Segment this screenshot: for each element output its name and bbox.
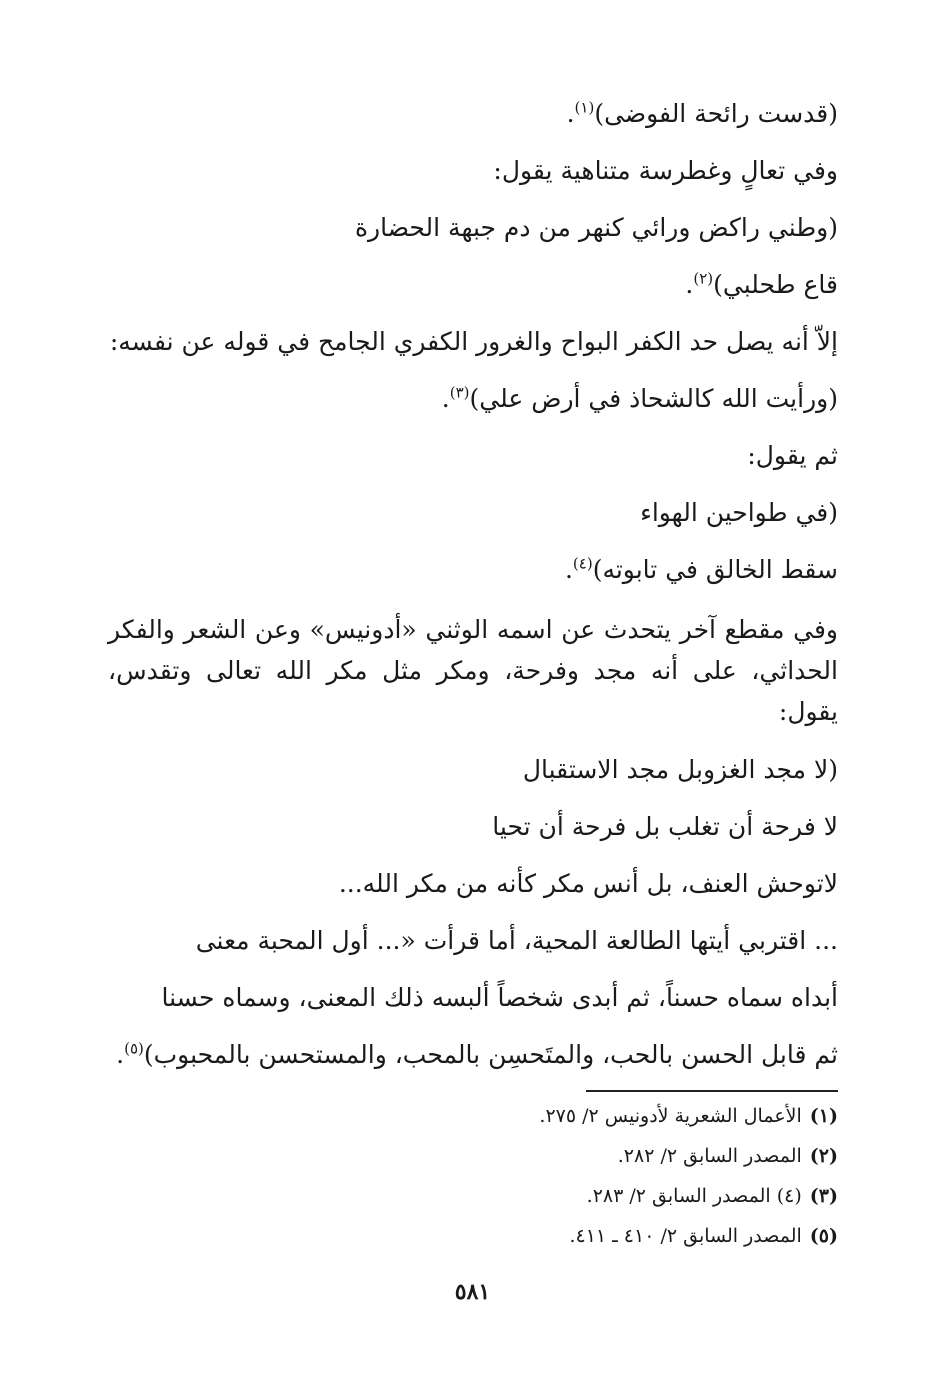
- footnote-text: المصدر السابق ٢/ ٢٨٢.: [617, 1145, 802, 1167]
- text-line: [108, 320, 838, 377]
- text-line: [108, 862, 838, 919]
- footnote-text: الأعمال الشعرية لأدونيس ٢/ ٢٧٥.: [539, 1105, 802, 1127]
- line-punctuation: .: [685, 270, 694, 299]
- text-line: [108, 491, 838, 548]
- line-text: (قدست رائحة الفوضى): [594, 99, 838, 128]
- line-text: قاع طحلبي): [713, 270, 838, 299]
- footnote-item: [238, 1223, 838, 1263]
- footnote-item: [238, 1103, 838, 1143]
- line-punctuation: .: [566, 99, 575, 128]
- footnotes: [238, 1103, 838, 1263]
- footnote-reference: (٥): [124, 1039, 144, 1058]
- line-text: ... اقتربي أيتها الطالعة المحية، أما قرأت «... أول المحبة معنى: [195, 926, 838, 955]
- paragraph-text: وفي مقطع آخر يتحدث عن اسمه الوثني «أدونيس» وعن الشعر والفكر الحداثي، على أنه مجد وفرحة، ومكر مثل مكر الله تعالى وتقدس، يقول:: [108, 615, 838, 726]
- line-text: (وطني راكض ورائي كنهر من دم جبهة الحضارة: [354, 213, 838, 242]
- text-line: [108, 206, 838, 263]
- page-number: ٥٨١: [454, 1279, 491, 1305]
- line-punctuation: .: [564, 555, 573, 584]
- footnote-number: (٥): [809, 1225, 838, 1247]
- main-text: [108, 92, 838, 1090]
- line-text: (ورأيت الله كالشحاذ في أرض علي): [469, 384, 838, 413]
- footnote-item: [238, 1143, 838, 1183]
- text-line: [108, 1033, 838, 1090]
- line-text: إلاّ أنه يصل حد الكفر البواح والغرور الكفري الجامح في قوله عن نفسه:: [109, 327, 838, 356]
- text-line: [108, 92, 838, 149]
- text-line: [108, 377, 838, 434]
- prose-paragraph: [108, 605, 838, 732]
- line-text: (في طواحين الهواء: [640, 498, 838, 527]
- text-line: [108, 548, 838, 605]
- footnote-reference: (٣): [449, 383, 470, 402]
- footnote-reference: (٢): [693, 269, 714, 288]
- text-line: [108, 263, 838, 320]
- text-line: [108, 748, 838, 805]
- line-text: سقط الخالق في تابوته): [592, 555, 838, 584]
- text-block-a: [108, 92, 838, 605]
- text-line: [108, 434, 838, 491]
- footnote-text: (٤) المصدر السابق ٢/ ٢٨٣.: [586, 1185, 802, 1207]
- text-line: [108, 149, 838, 206]
- line-text: لاتوحش العنف، بل أنس مكر كأنه من مكر الله...: [338, 869, 838, 898]
- line-text: وفي تعالٍ وغطرسة متناهية يقول:: [493, 156, 838, 185]
- footnote-number: (٢): [809, 1145, 838, 1167]
- text-block-b: [108, 748, 838, 1090]
- line-punctuation: .: [441, 384, 450, 413]
- footnote-text: المصدر السابق ٢/ ٤١٠ ـ ٤١١.: [569, 1225, 802, 1247]
- text-line: [108, 805, 838, 862]
- footnote-reference: (٤): [572, 554, 593, 573]
- line-punctuation: .: [116, 1040, 125, 1069]
- line-text: ثم قابل الحسن بالحب، والمتَحسِن بالمحب، والمستحسن بالمحبوب): [143, 1040, 838, 1069]
- line-text: ثم يقول:: [747, 441, 838, 470]
- text-line: [108, 919, 838, 976]
- footnote-item: [238, 1183, 838, 1223]
- footnote-number: (١): [809, 1105, 838, 1127]
- line-text: لا فرحة أن تغلب بل فرحة أن تحيا: [492, 812, 838, 841]
- line-text: أبداه سماه حسناً، ثم أبدى شخصاً ألبسه ذلك المعنى، وسماه حسنا: [161, 983, 838, 1012]
- footnote-separator: [586, 1090, 838, 1092]
- footnote-number: (٣): [809, 1185, 838, 1207]
- text-line: [108, 976, 838, 1033]
- line-text: (لا مجد الغزوبل مجد الاستقبال: [522, 755, 838, 784]
- footnote-reference: (١): [574, 98, 595, 117]
